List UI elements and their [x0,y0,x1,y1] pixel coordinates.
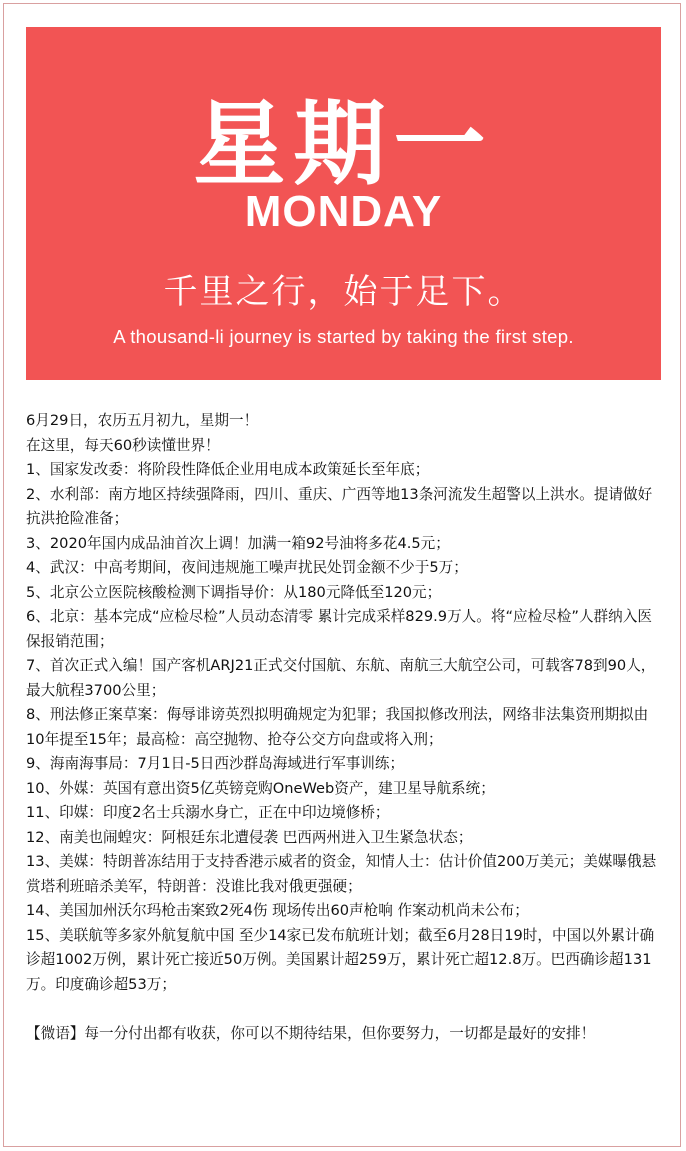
news-item: 7、首次正式入编！国产客机ARJ21正式交付国航、东航、南航三大航空公司，可载客78到90人，最大航程3700公里； [26,657,656,699]
banner-title-en: MONDAY [244,187,443,236]
news-item: 5、北京公立医院核酸检测下调指导价：从180元降低至120元； [26,583,442,601]
monday-banner [26,27,661,380]
news-item: 14、美国加州沃尔玛枪击案致2死4伤 现场传出60声枪响 作案动机尚未公布； [26,902,529,919]
news-item: 2、水利部：南方地区持续强降雨，四川、重庆、广西等地13条河流发生超警以上洪水。提请做好抗洪抢险准备； [26,485,653,527]
news-item: 13、美媒：特朗普冻结用于支持香港示威者的资金，知情人士：估计价值200万美元；美媒曝俄悬赏塔利班暗杀美军，特朗普：没谁比我对俄更强硬； [26,853,657,895]
banner-motto-cn: 千里之行，始于足下。 [163,272,524,312]
news-item: 9、海南海事局：7月1日-5日西沙群岛海域进行军事训练； [26,755,405,772]
news-item: 8、刑法修正案草案：侮辱诽谤英烈拟明确规定为犯罪；我国拟修改刑法，网络非法集资刑期拟由10年提至15年；最高检：高空抛物、抢夺公交方向盘或将入刑； [26,706,649,748]
banner-title-cn: 星期一 [193,91,494,198]
news-item: 4、武汉：中高考期间，夜间违规施工噪声扰民处罚金额不少于5万； [26,559,468,576]
spacer [26,997,662,1022]
news-item: 1、国家发改委：将阶段性降低企业用电成本政策延长至年底； [26,461,430,478]
news-item: 15、美联航等多家外航复航中国 至少14家已发布航班计划；截至6月28日19时，中国以外累计确诊超1002万例，累计死亡接近50万例。美国累计超259万，累计死亡超12.8万。巴西确诊超131万。印度确诊超53万； [26,926,655,993]
news-item: 3、2020年国内成品油首次上调！加满一箱92号油将多花4.5元； [26,534,450,552]
news-item: 12、南美也闹蝗灾：阿根廷东北遭侵袭 巴西两州进入卫生紧急状态； [26,828,473,846]
banner-motto-en: A thousand-li journey is started by taking the first step. [113,326,574,347]
daily-quote: 【微语】每一分付出都有收获，你可以不期待结果，但你要努力，一切都是最好的安排！ [26,1024,596,1042]
tagline: 在这里，每天60秒读懂世界！ [26,436,220,454]
date-line: 6月29日，农历五月初九，星期一！ [26,412,259,429]
news-item: 6、北京：基本完成“应检尽检”人员动态清零 累计完成采样829.9万人。将“应检尽检”人群纳入医保报销范围； [26,608,652,650]
news-content [26,409,662,1046]
news-item: 11、印媒：印度2名士兵溺水身亡，正在中印边境修桥； [26,804,390,821]
news-item: 10、外媒：英国有意出资5亿英镑竞购OneWeb资产，建卫星导航系统； [26,779,495,797]
